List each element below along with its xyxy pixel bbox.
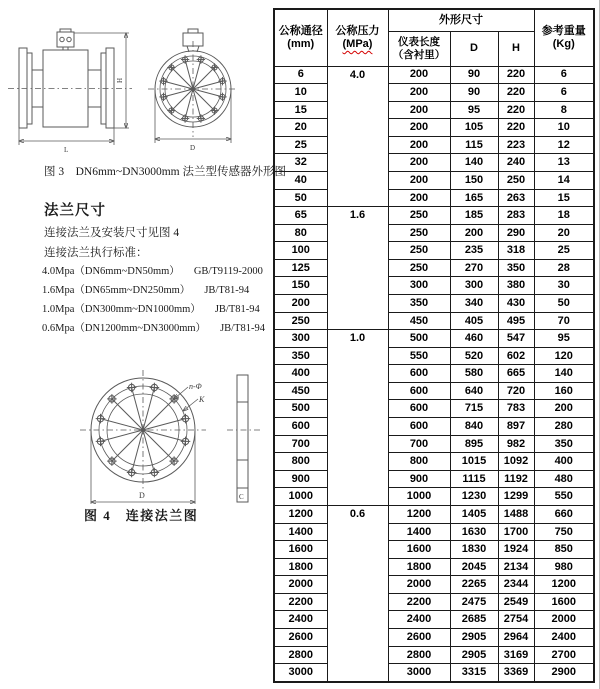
table-row [274, 435, 594, 453]
d-cell: 640 [450, 382, 498, 400]
d-cell: 300 [450, 277, 498, 295]
table-row [274, 224, 594, 242]
length-cell: 2000 [388, 576, 450, 594]
weight-cell: 25 [534, 242, 594, 260]
pressure-cell: 1.0 [327, 330, 388, 506]
standard-spec: 1.0Mpa（DN300mm~DN1000mm） [42, 304, 201, 315]
length-cell: 1000 [388, 488, 450, 506]
d-cell: 150 [450, 171, 498, 189]
table-row [274, 382, 594, 400]
h-cell: 897 [498, 418, 534, 436]
h-cell: 783 [498, 400, 534, 418]
standard-line [42, 320, 265, 335]
header-pressure-label: 公称压力 [335, 25, 380, 38]
weight-cell: 160 [534, 382, 594, 400]
standard-line [42, 263, 263, 278]
weight-cell: 13 [534, 154, 594, 172]
table-row [274, 646, 594, 664]
length-cell: 250 [388, 224, 450, 242]
length-cell: 600 [388, 400, 450, 418]
dn-cell: 1800 [274, 558, 327, 576]
weight-cell: 2900 [534, 664, 594, 682]
flange-text-line1: 连接法兰及安装尺寸见图 4 [44, 227, 180, 239]
length-cell: 200 [388, 66, 450, 84]
table-row [274, 418, 594, 436]
h-cell: 283 [498, 207, 534, 225]
table-row [274, 189, 594, 207]
table-row [274, 400, 594, 418]
table-row [274, 101, 594, 119]
standard-line [42, 282, 249, 297]
h-cell: 250 [498, 171, 534, 189]
dn-cell: 200 [274, 295, 327, 313]
table-row [274, 295, 594, 313]
d-cell: 90 [450, 66, 498, 84]
d-cell: 95 [450, 101, 498, 119]
d-cell: 1015 [450, 453, 498, 471]
length-cell: 250 [388, 207, 450, 225]
weight-cell: 750 [534, 523, 594, 541]
length-cell: 3000 [388, 664, 450, 682]
d-cell: 1230 [450, 488, 498, 506]
dn-cell: 800 [274, 453, 327, 471]
length-cell: 600 [388, 418, 450, 436]
table-row [274, 242, 594, 260]
weight-cell: 2700 [534, 646, 594, 664]
dn-cell: 150 [274, 277, 327, 295]
length-cell: 900 [388, 470, 450, 488]
weight-cell: 10 [534, 119, 594, 137]
weight-cell: 850 [534, 541, 594, 559]
d-cell: 520 [450, 347, 498, 365]
flange-section-view [227, 375, 260, 502]
length-cell: 800 [388, 453, 450, 471]
length-cell: 200 [388, 119, 450, 137]
length-cell: 1200 [388, 505, 450, 523]
d-cell: 2475 [450, 593, 498, 611]
header-dn [274, 9, 327, 66]
header-length-line1: 仪表长度 [398, 36, 440, 49]
dn-cell: 450 [274, 382, 327, 400]
table-row [274, 136, 594, 154]
h-cell: 380 [498, 277, 534, 295]
dn-cell: 1000 [274, 488, 327, 506]
weight-cell: 20 [534, 224, 594, 242]
dn-cell: 65 [274, 207, 327, 225]
d-cell: 90 [450, 84, 498, 102]
dn-cell: 50 [274, 189, 327, 207]
standard-code: JB/T81-94 [214, 304, 260, 315]
table-row [274, 119, 594, 137]
header-dn-label: 公称通径 [278, 25, 323, 38]
length-cell: 700 [388, 435, 450, 453]
weight-cell: 14 [534, 171, 594, 189]
h-cell: 2964 [498, 629, 534, 647]
d-cell: 165 [450, 189, 498, 207]
table-row [274, 505, 594, 523]
weight-cell: 350 [534, 435, 594, 453]
h-cell: 220 [498, 101, 534, 119]
dn-cell: 2400 [274, 611, 327, 629]
h-cell: 220 [498, 119, 534, 137]
d-cell: 115 [450, 136, 498, 154]
weight-cell: 6 [534, 66, 594, 84]
h-cell: 430 [498, 295, 534, 313]
d-cell: 1405 [450, 505, 498, 523]
weight-cell: 1200 [534, 576, 594, 594]
h-cell: 1192 [498, 470, 534, 488]
table-row [274, 277, 594, 295]
h-cell: 982 [498, 435, 534, 453]
table-body [274, 66, 594, 682]
bolt-holes-label: n-Φ [189, 382, 202, 391]
h-cell: 1299 [498, 488, 534, 506]
table-row [274, 488, 594, 506]
header-weight [534, 9, 594, 66]
d-cell: 2265 [450, 576, 498, 594]
dn-cell: 32 [274, 154, 327, 172]
length-cell: 2400 [388, 611, 450, 629]
length-cell: 600 [388, 382, 450, 400]
standard-spec: 1.6Mpa（DN65mm~DN250mm） [42, 285, 191, 296]
height-dim-label: H [116, 77, 124, 83]
length-cell: 200 [388, 189, 450, 207]
d-cell: 140 [450, 154, 498, 172]
weight-cell: 480 [534, 470, 594, 488]
d-cell: 1830 [450, 541, 498, 559]
weight-cell: 2000 [534, 611, 594, 629]
h-cell: 665 [498, 365, 534, 383]
weight-cell: 2400 [534, 629, 594, 647]
pressure-cell: 4.0 [327, 66, 388, 207]
dn-cell: 3000 [274, 664, 327, 682]
figure4-caption: 图 4 连接法兰图 [84, 508, 199, 523]
length-cell: 200 [388, 171, 450, 189]
header-pressure-unit: (MPa) [342, 37, 373, 50]
figure3-caption: 图 3 DN6mm~DN3000mm 法兰型传感器外形图 [44, 166, 286, 178]
d-cell: 3315 [450, 664, 498, 682]
length-cell: 450 [388, 312, 450, 330]
weight-cell: 550 [534, 488, 594, 506]
dn-cell: 15 [274, 101, 327, 119]
dn-cell: 300 [274, 330, 327, 348]
weight-cell: 30 [534, 277, 594, 295]
table-row [274, 330, 594, 348]
h-cell: 263 [498, 189, 534, 207]
standard-code: GB/T9119-2000 [193, 266, 263, 277]
dn-cell: 1400 [274, 523, 327, 541]
table-header [274, 9, 594, 66]
length-cell: 200 [388, 154, 450, 172]
header-dn-unit: (mm) [287, 37, 315, 50]
length-cell: 600 [388, 365, 450, 383]
h-cell: 220 [498, 66, 534, 84]
h-cell: 1700 [498, 523, 534, 541]
d-cell: 340 [450, 295, 498, 313]
d-cell: 2685 [450, 611, 498, 629]
d-cell: 2905 [450, 646, 498, 664]
h-cell: 2344 [498, 576, 534, 594]
table-row [274, 664, 594, 682]
table-row [274, 523, 594, 541]
dn-cell: 350 [274, 347, 327, 365]
d-cell: 2045 [450, 558, 498, 576]
dn-cell: 600 [274, 418, 327, 436]
header-length-line2: （含衬里） [392, 48, 446, 61]
dn-cell: 2200 [274, 593, 327, 611]
dn-cell: 6 [274, 66, 327, 84]
header-weight-unit: (Kg) [552, 37, 575, 50]
d-cell: 460 [450, 330, 498, 348]
thickness-label: C [239, 493, 244, 501]
standard-line [42, 301, 260, 316]
weight-cell: 50 [534, 295, 594, 313]
h-cell: 290 [498, 224, 534, 242]
h-cell: 2754 [498, 611, 534, 629]
h-cell: 1488 [498, 505, 534, 523]
table-row [274, 470, 594, 488]
h-cell: 240 [498, 154, 534, 172]
d-cell: 105 [450, 119, 498, 137]
h-cell: 2549 [498, 593, 534, 611]
weight-cell: 120 [534, 347, 594, 365]
d-cell: 895 [450, 435, 498, 453]
flange-dimension-table [273, 8, 595, 683]
table-row [274, 541, 594, 559]
d-cell: 235 [450, 242, 498, 260]
h-cell: 318 [498, 242, 534, 260]
table-row [274, 611, 594, 629]
dn-cell: 250 [274, 312, 327, 330]
table-row [274, 453, 594, 471]
weight-cell: 6 [534, 84, 594, 102]
table-row [274, 629, 594, 647]
weight-cell: 8 [534, 101, 594, 119]
d-cell: 715 [450, 400, 498, 418]
length-cell: 250 [388, 242, 450, 260]
dn-cell: 500 [274, 400, 327, 418]
h-cell: 350 [498, 259, 534, 277]
diameter-dim-label: D [190, 144, 196, 152]
figure4-flange-drawing [20, 358, 265, 513]
table-row [274, 312, 594, 330]
length-cell: 1400 [388, 523, 450, 541]
h-cell: 495 [498, 312, 534, 330]
h-cell: 223 [498, 136, 534, 154]
weight-cell: 660 [534, 505, 594, 523]
weight-cell: 15 [534, 189, 594, 207]
header-h: H [498, 31, 534, 66]
weight-cell: 18 [534, 207, 594, 225]
header-pressure [327, 9, 388, 66]
d-cell: 1630 [450, 523, 498, 541]
h-cell: 1924 [498, 541, 534, 559]
standard-spec: 0.6Mpa（DN1200mm~DN3000mm） [42, 323, 207, 334]
h-cell: 602 [498, 347, 534, 365]
dn-cell: 2000 [274, 576, 327, 594]
length-cell: 200 [388, 101, 450, 119]
header-weight-label: 参考重量 [541, 25, 586, 38]
flange-size-heading: 法兰尺寸 [44, 203, 106, 219]
weight-cell: 980 [534, 558, 594, 576]
standard-code: JB/T81-94 [220, 323, 265, 334]
d-cell: 580 [450, 365, 498, 383]
length-cell: 200 [388, 136, 450, 154]
dn-cell: 40 [274, 171, 327, 189]
h-cell: 3169 [498, 646, 534, 664]
weight-cell: 140 [534, 365, 594, 383]
weight-cell: 400 [534, 453, 594, 471]
header-length [388, 31, 450, 66]
length-cell: 1600 [388, 541, 450, 559]
dn-cell: 1600 [274, 541, 327, 559]
standard-code: JB/T81-94 [204, 285, 250, 296]
h-cell: 3369 [498, 664, 534, 682]
table-row [274, 66, 594, 84]
length-cell: 500 [388, 330, 450, 348]
header-d: D [450, 31, 498, 66]
weight-cell: 1600 [534, 593, 594, 611]
d-cell: 270 [450, 259, 498, 277]
pressure-cell: 0.6 [327, 505, 388, 682]
dn-cell: 900 [274, 470, 327, 488]
dn-cell: 125 [274, 259, 327, 277]
figure3-side-view-drawing [5, 15, 145, 160]
h-cell: 547 [498, 330, 534, 348]
terminal-cap [188, 29, 198, 33]
h-cell: 2134 [498, 558, 534, 576]
length-cell: 250 [388, 259, 450, 277]
table-row [274, 558, 594, 576]
dn-cell: 400 [274, 365, 327, 383]
length-cell: 350 [388, 295, 450, 313]
dn-cell: 80 [274, 224, 327, 242]
d-cell: 1115 [450, 470, 498, 488]
length-cell: 300 [388, 277, 450, 295]
length-cell: 1800 [388, 558, 450, 576]
dn-cell: 2600 [274, 629, 327, 647]
weight-cell: 12 [534, 136, 594, 154]
dn-cell: 100 [274, 242, 327, 260]
h-cell: 1092 [498, 453, 534, 471]
length-cell: 2600 [388, 629, 450, 647]
pressure-cell: 1.6 [327, 207, 388, 330]
length-cell: 2200 [388, 593, 450, 611]
weight-cell: 28 [534, 259, 594, 277]
table-row [274, 365, 594, 383]
length-cell: 200 [388, 84, 450, 102]
weight-cell: 95 [534, 330, 594, 348]
table-row [274, 593, 594, 611]
table-row [274, 207, 594, 225]
bolt-circle-label: K [199, 395, 205, 404]
dn-cell: 700 [274, 435, 327, 453]
dn-cell: 20 [274, 119, 327, 137]
h-cell: 220 [498, 84, 534, 102]
dn-cell: 25 [274, 136, 327, 154]
weight-cell: 70 [534, 312, 594, 330]
table-row [274, 259, 594, 277]
d-cell: 840 [450, 418, 498, 436]
d-cell: 2905 [450, 629, 498, 647]
d-cell: 200 [450, 224, 498, 242]
dn-cell: 1200 [274, 505, 327, 523]
weight-cell: 280 [534, 418, 594, 436]
length-cell: 550 [388, 347, 450, 365]
d-cell: 405 [450, 312, 498, 330]
table-row [274, 154, 594, 172]
dn-cell: 10 [274, 84, 327, 102]
length-dim-label: L [64, 146, 69, 154]
flange-text-line2: 连接法兰执行标准： [44, 247, 148, 259]
length-cell: 2800 [388, 646, 450, 664]
d-cell: 185 [450, 207, 498, 225]
table-row [274, 84, 594, 102]
diameter-dim-label: D [139, 491, 145, 500]
table-row [274, 347, 594, 365]
h-cell: 720 [498, 382, 534, 400]
figure3-front-view-drawing [140, 15, 255, 155]
weight-cell: 200 [534, 400, 594, 418]
dn-cell: 2800 [274, 646, 327, 664]
left-flange [19, 48, 27, 128]
header-dims: 外形尺寸 [388, 9, 534, 31]
table-row [274, 576, 594, 594]
standard-spec: 4.0Mpa（DN6mm~DN50mm） [42, 266, 180, 277]
right-flange [106, 48, 114, 128]
table-row [274, 171, 594, 189]
